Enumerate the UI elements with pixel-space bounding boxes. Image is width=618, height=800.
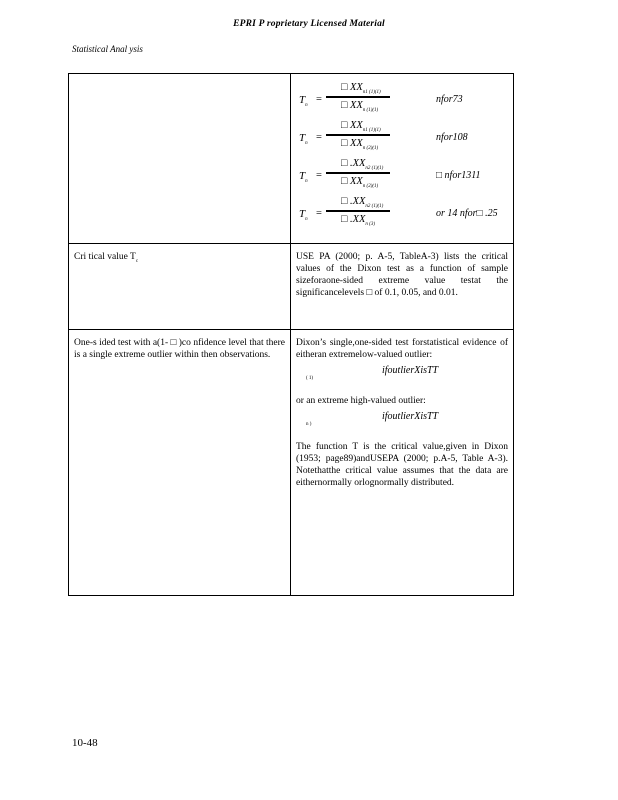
formula-cell — [291, 74, 513, 243]
test-intro: Dixon’s single,one-sided test forstatistical evidence of eitheran extremelow-valued outlier: — [296, 338, 508, 360]
table-row — [69, 243, 513, 329]
low-outlier-formula: ( 1) ifoutlierXisTT — [306, 365, 439, 381]
formula-2: $T_n$ = □ $XX_{n1 (1)(1)}$ □ $XX_{n (2)(1)}$ nfor108 — [299, 120, 468, 152]
table-row — [69, 329, 513, 595]
critical-function-note: The function T is the critical value,given in Dixon (1953; page89)andUSEPA (2000; p.A-5, Table A-3). Notethatthe critical value assumes that the data are eithernormally orlognormally distributed. — [296, 442, 508, 488]
formula-condition: or 14 nfor□ .25 — [436, 208, 498, 219]
formula-condition: □ nfor1311 — [436, 170, 481, 181]
formula-condition: nfor108 — [436, 132, 468, 143]
section-subtitle: Statistical Anal ysis — [72, 44, 143, 54]
high-outlier-formula: n ) ifoutlierXisTT — [306, 411, 439, 427]
formula-1: $T_n$ = □ $XX_{n1 (1)(1)}$ □ $XX_{n (1)(1)}$ nfor73 — [299, 82, 463, 114]
one-sided-test-label: One-s ided test with a(1- □ )co nfidence level that there is a single extreme outlier within then observations. — [69, 330, 291, 595]
critical-value-description: USE PA (2000; p. A-5, TableA-3) lists the critical values of the Dixon test as a function of sample sizeforaone-sided extreme value testat the significancelevels □ of 0.1, 0.05, and 0.01. — [296, 252, 508, 298]
table-cell-empty — [69, 74, 291, 243]
table-row — [69, 74, 513, 243]
formula-3: $T_n$ = □ $.XX_{n2 (1)(1)}$ □ $XX_{n (2)(1)}$ □ nfor1311 — [299, 158, 481, 190]
high-outlier-intro: or an extreme high-valued outlier: — [296, 396, 426, 406]
one-sided-test-description — [291, 330, 513, 595]
page-number: 10-48 — [72, 737, 98, 749]
dixon-test-table — [68, 73, 514, 596]
formula-4: $T_n$ = □ $.XX_{n2 (1)(1)}$ □ $.XX_{n (3)}$ or 14 nfor□ .25 — [299, 196, 498, 228]
formula-condition: nfor73 — [436, 94, 463, 105]
critical-value-label: Cri tical value $T_c$ — [69, 244, 291, 329]
page-header: EPRI P roprietary Licensed Material — [233, 19, 385, 29]
